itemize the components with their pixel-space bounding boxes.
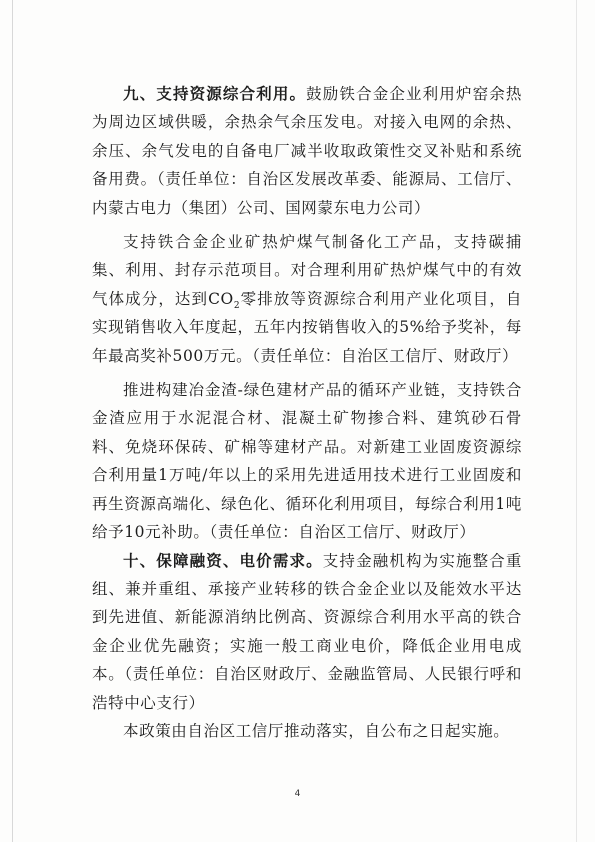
scan-edge-right <box>576 0 577 842</box>
carbon-capture-text-1: 支持铁合金企业矿热炉煤气制备化工产品，支持碳捕集、利用、封存示范项目。对合理利用矿热炉煤气中的有效气体成分，达到 <box>92 233 522 308</box>
co2-main: CO <box>208 289 234 308</box>
document-body <box>92 80 522 745</box>
section-10-text: 支持金融机构为实施整合重组、兼并重组、承接产业转移的铁合金企业以及能效水平达到先进值、新能源消纳比例高、资源综合利用水平高的铁合金企业优先融资；实施一般工商业电价，降低企业用电成本。（责任单位：自治区财政厅、金融监管局、人民银行呼和浩特中心支行） <box>92 551 523 712</box>
section-9-heading: 九、支持资源综合利用。 <box>123 85 307 103</box>
carbon-capture-text-2: 零排放等资源综合利用产业化项目，自实现销售收入年度起，五年内按销售收入的5%给予奖补，每年最高奖补500万元。（责任单位：自治区工信厅、财政厅） <box>92 289 523 365</box>
scan-edge-left <box>12 0 13 842</box>
closing-paragraph: 本政策由自治区工信厅推动落实，自公布之日起实施。 <box>123 721 510 740</box>
section-9-paragraph <box>92 80 522 222</box>
section-10-paragraph <box>92 547 522 717</box>
co2-formula <box>208 289 241 311</box>
section-10-heading: 十、保障融资、电价需求。 <box>123 551 323 570</box>
carbon-capture-paragraph <box>92 228 522 370</box>
co2-subscript: 2 <box>233 300 241 311</box>
metallurgical-slag-paragraph: 推进构建冶金渣-绿色建材产品的循环产业链，支持铁合金渣应用于水泥混合材、混凝土矿物掺合料、建筑砂石骨料、免烧环保砖、矿棉等建材产品。对新建工业固废资源综合利用量1万吨/年以上的采用先进适用技术进行工业固废和再生资源高端化、绿色化、循环化利用项目，每综合利用1吨给予10元补助。（责任单位：自治区工信厅、财政厅） <box>92 381 522 542</box>
page-number: 4 <box>294 789 301 799</box>
section-9-text: 鼓励铁合金企业利用炉窑余热为周边区域供暖，余热余气余压发电。对接入电网的余热、余压、余气发电的自备电厂减半收取政策性交叉补贴和系统备用费。（责任单位：自治区发展改革委、能源局、工信厅、内蒙古电力（集团）公司、国网蒙东电力公司） <box>92 85 522 217</box>
